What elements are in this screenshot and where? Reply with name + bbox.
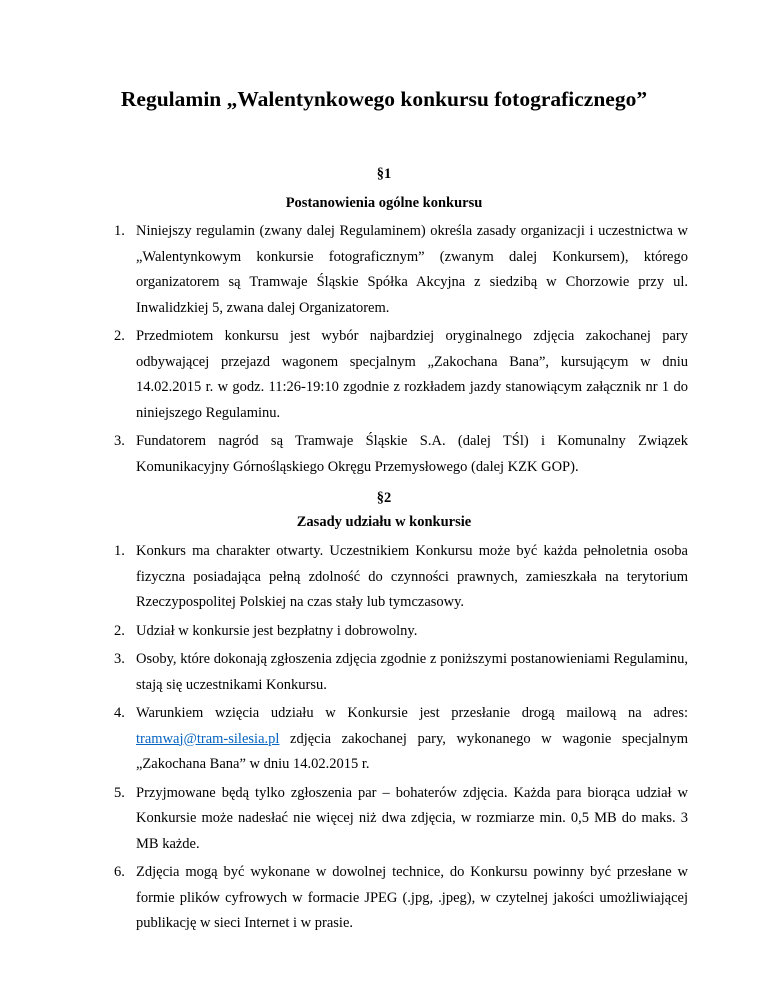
item-text: Niniejszy regulamin (zwany dalej Regulaminem) określa zasady organizacji i uczestnictwa w „Walentynkowym konkursie fotograficznym” (zwanym dalej Konkursem), którego organizatorem są Tramwaje Śląskie Spółka Akcyjna z siedzibą w Chorzowie przy ul. Inwalidzkiej 5, zwana dalej Organizatorem.: [136, 223, 688, 316]
item-number: 5.: [114, 784, 125, 801]
section-1-number: §1: [376, 166, 392, 182]
item-text: Fundatorem nagród są Tramwaje Śląskie S.A. (dalej TŚl) i Komunalny Związek Komunikacyjny Górnośląskiego Okręgu Przemysłowego (dalej KZK GOP).: [136, 433, 688, 475]
item-text: Osoby, które dokonają zgłoszenia zdjęcia zgodnie z poniższymi postanowieniami Regulaminu, stają się uczestnikami Konkursu.: [136, 651, 688, 693]
item-text: Udział w konkursie jest bezpłatny i dobrowolny.: [136, 622, 418, 639]
list-item: [0, 860, 768, 937]
section-1-list: [0, 219, 768, 483]
item-number: 4.: [114, 705, 125, 721]
item-text: Konkurs ma charakter otwarty. Uczestnikiem Konkursu może być każda pełnoletnia osoba fizyczna posiadająca pełną zdolność do czynności prawnych, zamieszkała na terytorium Rzeczypospolitej Polskiej na czas stały lub tymczasowy.: [136, 543, 688, 610]
list-item: [0, 781, 768, 858]
item-number: 2.: [114, 622, 125, 639]
list-item: [0, 647, 768, 698]
item-number: 1.: [114, 223, 125, 239]
list-item: [0, 619, 768, 645]
item-number: 1.: [114, 543, 125, 559]
item-text-before: Warunkiem wzięcia udziału w Konkursie jest przesłanie drogą mailową na adres:: [136, 705, 688, 721]
section-1-title: Postanowienia ogólne konkursu: [285, 195, 483, 211]
section-2-title: Zasady udziału w konkursie: [296, 514, 472, 530]
list-item: [0, 219, 768, 321]
item-text: Zdjęcia mogą być wykonane w dowolnej technice, do Konkursu powinny być przesłane w formie plików cyfrowych w formacie JPEG (.jpg, .jpeg), w czytelnej jakości umożliwiającej publikację w sieci Internet i w prasie.: [136, 864, 688, 931]
list-item: [0, 324, 768, 426]
email-link[interactable]: tramwaj@tram-silesia.pl: [136, 730, 280, 747]
list-item: [0, 701, 768, 778]
item-text: Przyjmowane będą tylko zgłoszenia par – bohaterów zdjęcia. Każda para biorąca udział w Konkursie może nadesłać nie więcej niż dwa zdjęcia, w rozmiarze min. 0,5 MB do maks. 3 MB każde.: [136, 784, 688, 852]
item-number: 3.: [114, 433, 125, 449]
document-title: Regulamin „Walentynkowego konkursu fotograficznego”: [120, 87, 648, 111]
item-number: 2.: [114, 328, 125, 344]
list-item: [0, 429, 768, 480]
section-2-list: [0, 539, 768, 940]
item-number: 3.: [114, 651, 125, 667]
list-item: [0, 539, 768, 616]
item-number: 6.: [114, 864, 125, 880]
item-text: Przedmiotem konkursu jest wybór najbardziej oryginalnego zdjęcia zakochanej pary odbywającej przejazd wagonem specjalnym „Zakochana Bana”, kursującym w dniu 14.02.2015 r. w godz. 11:26-19:10 zgodnie z rozkładem jazdy stanowiącym załącznik nr 1 do niniejszego Regulaminu.: [136, 328, 688, 421]
item-text-after: zdjęcia zakochanej pary, wykonanego w wagonie specjalnym „Zakochana Bana” w dniu 14.02.2015 r.: [136, 730, 688, 772]
section-2-number: §2: [376, 490, 392, 506]
